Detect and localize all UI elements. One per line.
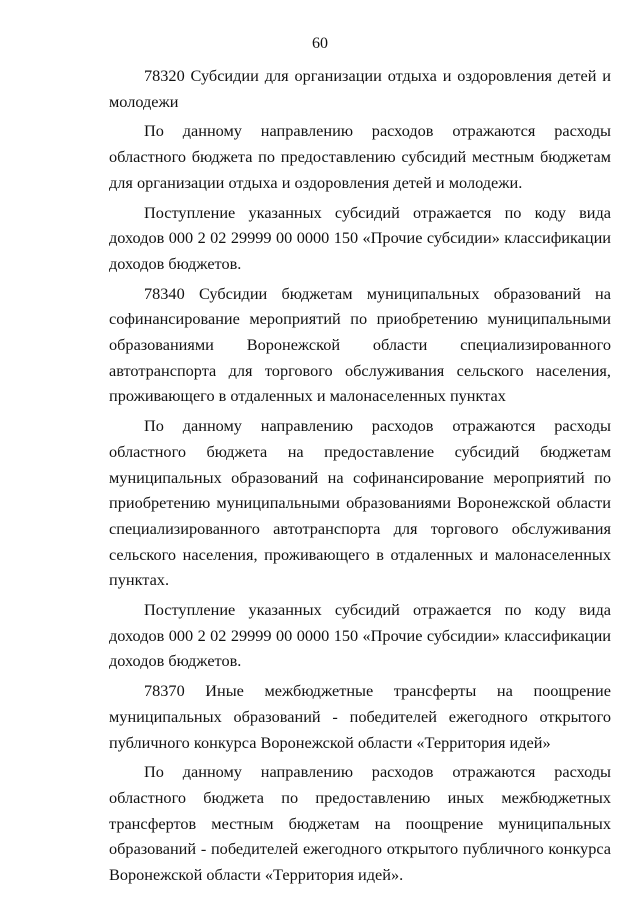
paragraph-78340-description: По данному направлению расходов отражаются расходы областного бюджета на предоставление субсидий бюджетам муниципальных образований на софинансирование мероприятий по приобретению муниципальными образованиями Воронежской области специализированного автотранспорта для торгового обслуживания сельского населения, проживающего в отдаленных и малонаселенных пунктах. [109, 416, 611, 590]
section-heading-78320: 78320 Субсидии для организации отдыха и оздоровления детей и молодежи [109, 66, 611, 111]
section-heading-78370: 78370 Иные межбюджетные трансферты на поощрение муниципальных образований - победителей ежегодного открытого публичного конкурса Воронежской области «Территория идей» [109, 681, 611, 752]
paragraph-78320-description: По данному направлению расходов отражаются расходы областного бюджета по предоставлению субсидий местным бюджетам для организации отдыха и оздоровления детей и молодежи. [109, 121, 611, 192]
document-body [109, 63, 611, 888]
page-number: 60 [312, 35, 328, 52]
section-heading-78340: 78340 Субсидии бюджетам муниципальных образований на софинансирование мероприятий по приобретению муниципальными образованиями Воронежской области специализированного автотранспорта для торгового обслуживания сельского населения, проживающего в отдаленных и малонаселенных пунктах [109, 283, 611, 406]
paragraph-78320-income-code: Поступление указанных субсидий отражается по коду вида доходов 000 2 02 29999 00 0000 150 «Прочие субсидии» классификации доходов бюджетов. [109, 202, 611, 273]
paragraph-78370-description: По данному направлению расходов отражаются расходы областного бюджета по предоставлению иных межбюджетных трансфертов местным бюджетам на поощрение муниципальных образований - победителей ежегодного открытого публичного конкурса Воронежской области «Территория идей». [109, 762, 611, 885]
paragraph-78340-income-code: Поступление указанных субсидий отражается по коду вида доходов 000 2 02 29999 00 0000 150 «Прочие субсидии» классификации доходов бюджетов. [109, 600, 611, 671]
